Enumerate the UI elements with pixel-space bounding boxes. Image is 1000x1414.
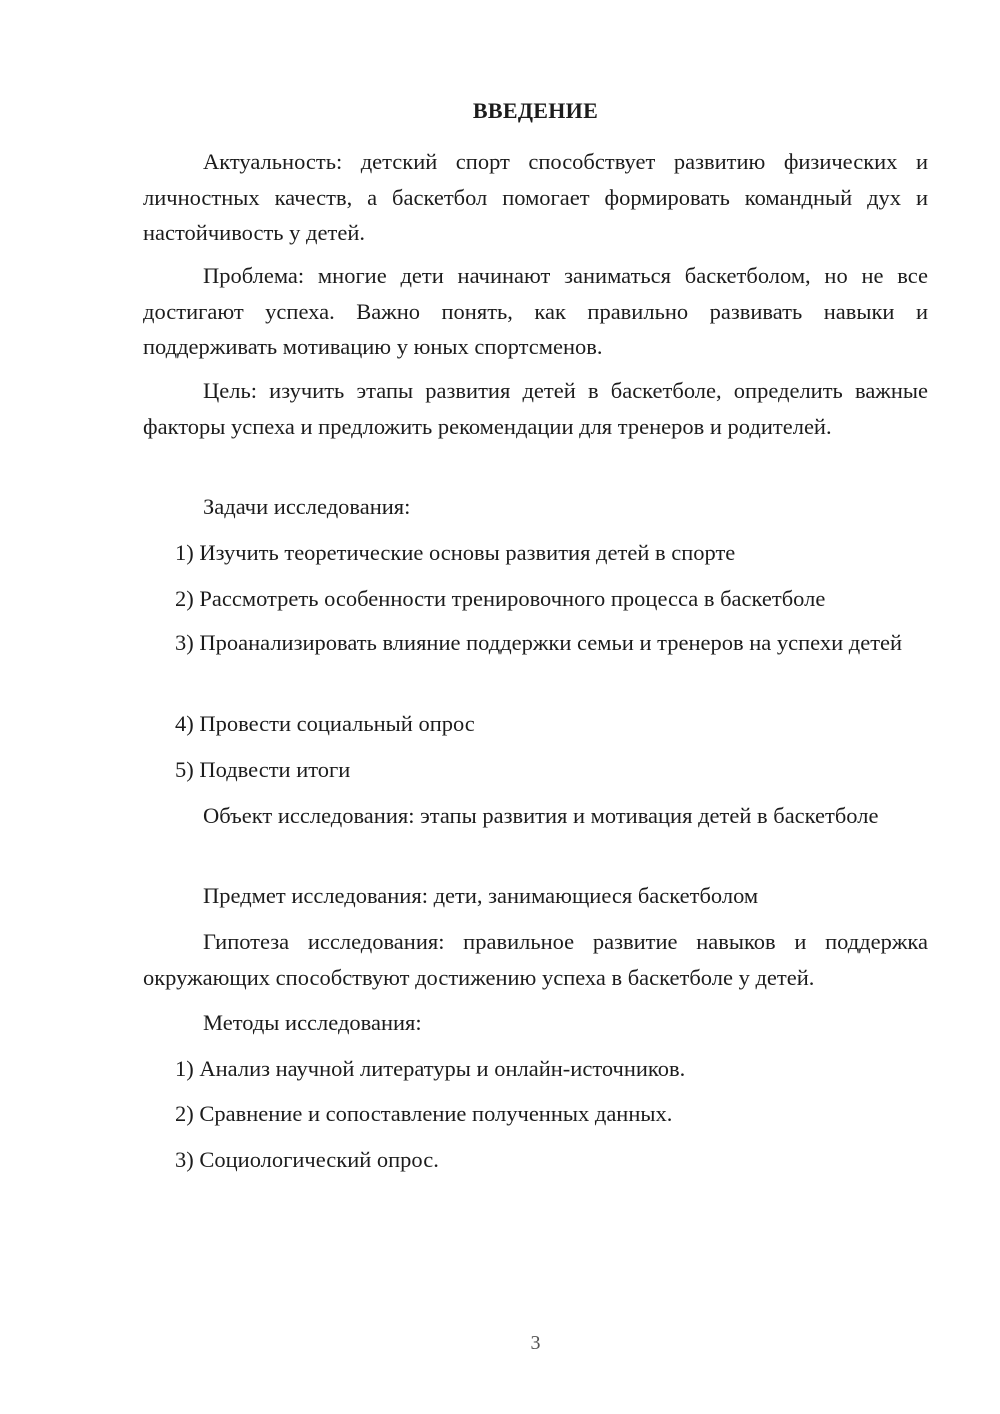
problem-paragraph: Проблема: многие дети начинают заниматься баскетболом, но не все достигают успеха. Важно понять, как правильно развивать навыки и поддерживать мотивацию у юных спортсменов. bbox=[143, 263, 928, 359]
relevance-paragraph: Актуальность: детский спорт способствует развитию физических и личностных качеств, а баскетбол помогает формировать командный дух и настойчивость у детей. bbox=[143, 149, 928, 245]
task-item-2: 2) Рассмотреть особенности тренировочного процесса в баскетболе bbox=[175, 586, 826, 611]
tasks-heading: Задачи исследования: bbox=[203, 494, 411, 519]
document-page bbox=[143, 0, 928, 1414]
task-item-3: 3) Проанализировать влияние поддержки семьи и тренеров на успехи детей bbox=[175, 630, 903, 655]
object-paragraph: Объект исследования: этапы развития и мотивация детей в баскетболе bbox=[203, 803, 879, 828]
task-item-5: 5) Подвести итоги bbox=[175, 757, 351, 782]
goal-paragraph: Цель: изучить этапы развития детей в баскетболе, определить важные факторы успеха и предложить рекомендации для тренеров и родителей. bbox=[143, 378, 928, 439]
subject-paragraph: Предмет исследования: дети, занимающиеся баскетболом bbox=[203, 883, 759, 908]
methods-heading: Методы исследования: bbox=[203, 1010, 422, 1035]
section-title: ВВЕДЕНИЕ bbox=[472, 98, 599, 123]
task-item-1: 1) Изучить теоретические основы развития детей в спорте bbox=[175, 540, 736, 565]
hypothesis-paragraph: Гипотеза исследования: правильное развитие навыков и поддержка окружающих способствуют достижению успеха в баскетболе у детей. bbox=[143, 929, 928, 990]
method-item-1: 1) Анализ научной литературы и онлайн-источников. bbox=[175, 1056, 686, 1081]
task-item-4: 4) Провести социальный опрос bbox=[175, 711, 475, 736]
method-item-2: 2) Сравнение и сопоставление полученных данных. bbox=[175, 1101, 673, 1126]
method-item-3: 3) Социологический опрос. bbox=[175, 1147, 439, 1172]
page-number: 3 bbox=[530, 1332, 541, 1354]
